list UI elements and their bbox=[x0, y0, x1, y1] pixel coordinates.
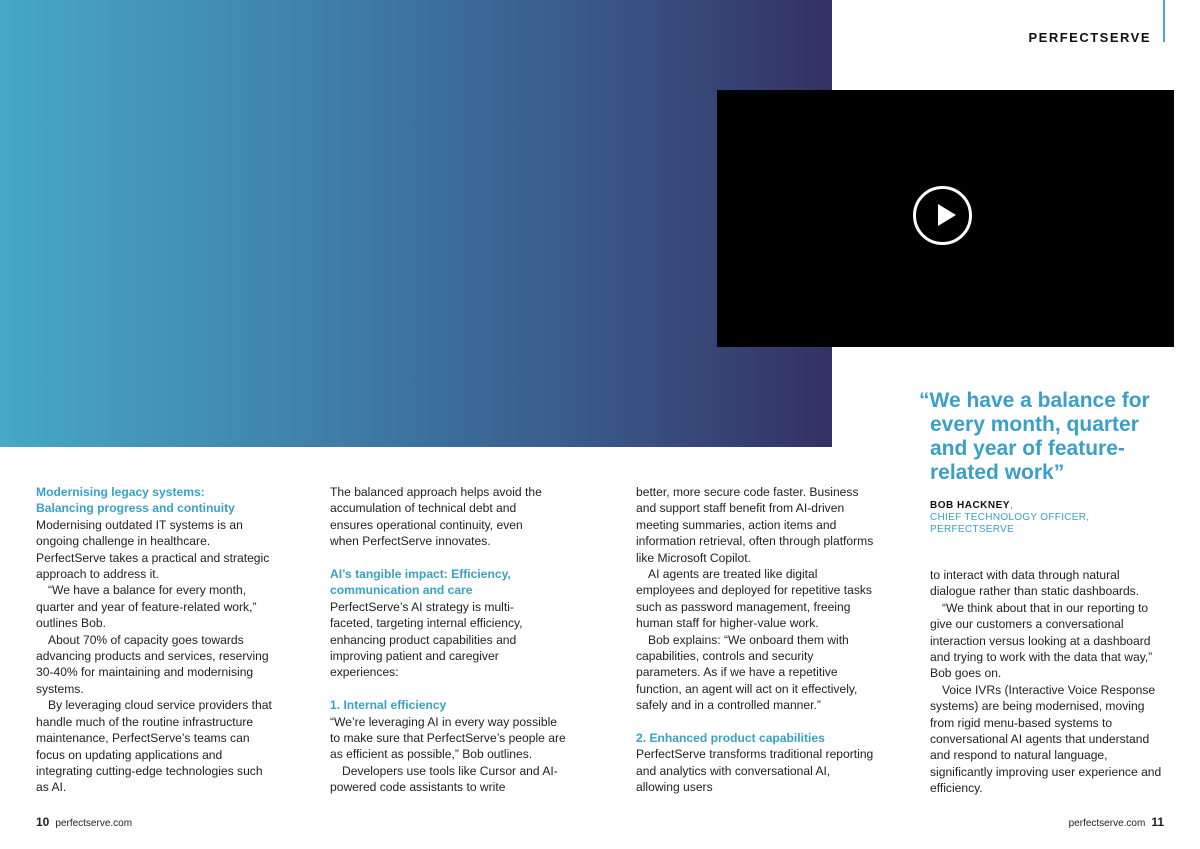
quote-line: every month, quarter bbox=[930, 413, 1139, 436]
author-comma: , bbox=[1009, 500, 1013, 511]
footer-site: perfectserve.com bbox=[1068, 818, 1146, 829]
quote-line: We have a balance for bbox=[929, 389, 1150, 412]
paragraph: About 70% of capacity goes towards advancing products and services, reserving 30-40% for maintaining and modernising systems. bbox=[36, 632, 269, 696]
author-role: CHIEF TECHNOLOGY OFFICER, bbox=[930, 512, 1090, 523]
page-number: 10 bbox=[36, 815, 50, 829]
brand-divider bbox=[1163, 0, 1165, 42]
footer-right bbox=[1069, 815, 1164, 829]
paragraph: Developers use tools like Cursor and AI-powered code assistants to write bbox=[330, 763, 558, 795]
section-heading: 2. Enhanced product capabilities bbox=[636, 731, 825, 746]
paragraph: By leveraging cloud service providers that handle much of the routine infrastructure maintenance, PerfectServe’s teams can focus on updating applications and integrating cutting-edge technologies such as AI. bbox=[36, 698, 272, 795]
hero-gradient-panel bbox=[0, 0, 832, 447]
paragraph: “We think about that in our reporting to give our customers a conversational interaction versus looking at a dashboard and trying to work with the data that way,” Bob goes on. bbox=[930, 600, 1153, 681]
paragraph: Voice IVRs (Interactive Voice Response systems) are being modernised, moving from rigid menu-based systems to conversational AI agents that understand and respond to natural language, significantly improving user experience and efficiency. bbox=[930, 682, 1162, 796]
paragraph: “We have a balance for every month, quarter and year of feature-related work,” outlines Bob. bbox=[36, 583, 257, 631]
section-heading: AI’s tangible impact: Efficiency, bbox=[330, 567, 511, 582]
paragraph: PerfectServe’s AI strategy is multi-faceted, targeting internal efficiency, enhancing product capabilities and improving patient and caregiver experiences: bbox=[330, 599, 523, 680]
paragraph: Modernising outdated IT systems is an ongoing challenge in healthcare. PerfectServe takes a practical and strategic approach to address it. bbox=[36, 517, 270, 582]
article-column-1 bbox=[36, 484, 276, 796]
paragraph: The balanced approach helps avoid the accumulation of technical debt and ensures operational continuity, even when PerfectServe innovates. bbox=[330, 485, 542, 549]
paragraph: “We’re leveraging AI in every way possible to make sure that PerfectServe’s people are as efficient as possible,” Bob outlines. bbox=[330, 714, 566, 762]
paragraph: AI agents are treated like digital employees and deployed for repetitive tasks such as password management, freeing human staff for higher-value work. bbox=[636, 567, 872, 631]
section-heading: Modernising legacy systems: bbox=[36, 485, 205, 499]
author-name: BOB HACKNEY bbox=[930, 500, 1010, 511]
brand-logo: PERFECTSERVE bbox=[1028, 30, 1151, 45]
paragraph: better, more secure code faster. Business and support staff benefit from AI-driven meeting summaries, action items and information retrieval, often through platforms like Microsoft Copilot. bbox=[636, 485, 874, 565]
paragraph: to interact with data through natural dialogue rather than static dashboards. bbox=[930, 568, 1140, 599]
page-number: 11 bbox=[1151, 815, 1164, 829]
quote-mark: “ bbox=[919, 389, 930, 412]
article-column-4 bbox=[930, 567, 1170, 797]
article-column-3 bbox=[636, 484, 876, 796]
quote-line: related work” bbox=[930, 461, 1065, 484]
quote-attribution bbox=[930, 500, 1089, 536]
pull-quote bbox=[919, 389, 1174, 485]
quote-line: and year of feature- bbox=[930, 437, 1125, 460]
paragraph: Bob explains: “We onboard them with capabilities, controls and security parameters. As if we have a repetitive function, an agent will act on it effectively, safely and in a controlled manner.” bbox=[636, 632, 858, 713]
video-player[interactable] bbox=[717, 90, 1174, 347]
article-column-2 bbox=[330, 484, 570, 796]
footer-left bbox=[36, 815, 132, 829]
play-icon[interactable] bbox=[913, 186, 972, 245]
paragraph: PerfectServe transforms traditional reporting and analytics with conversational AI, allowing users bbox=[636, 747, 874, 795]
author-company: PERFECTSERVE bbox=[930, 524, 1014, 535]
section-heading: communication and care bbox=[330, 583, 473, 598]
footer-site: perfectserve.com bbox=[55, 818, 133, 829]
section-heading: Balancing progress and continuity bbox=[36, 501, 235, 516]
section-heading: 1. Internal efficiency bbox=[330, 698, 447, 713]
